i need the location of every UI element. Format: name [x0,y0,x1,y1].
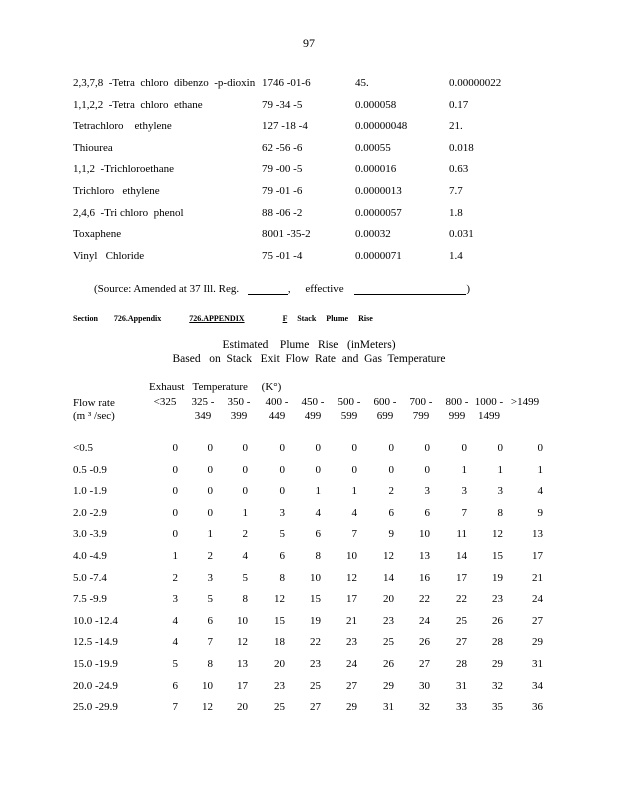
table-cell: 0 [172,485,178,498]
table-cell: 4 [351,506,357,519]
table-cell: 1 [497,463,503,476]
table-cell: 13 [237,658,248,670]
table-cell: 31 [532,658,543,670]
table-cell: 11 [456,528,467,541]
temp-header-top: 600 - [373,396,397,408]
table-cell: 27 [346,679,357,692]
table-cell: 15 [274,614,285,627]
table-cell: 0 [207,442,213,454]
temp-header-top: 1000 - [474,396,504,408]
table-cell: 6 [172,679,178,692]
table-cell: 15 [310,593,321,606]
exhaust-temperature-label: Exhaust Temperature (K°) [149,381,282,393]
temp-header-top: 450 - [301,396,325,408]
table-cell: 4 [537,485,543,498]
table-cell: 17 [346,593,357,606]
table-cell: 14 [383,571,394,584]
table-cell: 10 [310,571,321,584]
row-flow-rate: 2.0 -2.9 [73,506,107,519]
section-letter: F [282,314,288,323]
table-cell: 8 [497,506,503,519]
chemical-v2: 0.018 [449,141,474,154]
chemical-v2: 0.17 [449,98,469,111]
table-cell: 9 [388,528,394,541]
temp-header-top: 350 - [227,396,251,408]
temp-header-top: 500 - [337,396,361,408]
chemical-name: Tetrachloro ethylene [73,120,172,133]
table-cell: 5 [207,593,213,606]
table-cell: 21 [346,614,357,627]
table-cell: 13 [532,528,543,541]
table-cell: 12 [383,550,394,562]
table-cell: 19 [310,614,321,627]
table-cell: 0 [424,442,430,454]
table-cell: 0 [351,442,357,454]
table-cell: 28 [456,658,467,670]
table-cell: 34 [532,679,543,692]
temp-header-top: >1499 [510,396,540,408]
table-cell: 10 [237,614,248,627]
chemical-name: 1,1,2 -Trichloroethane [73,163,175,176]
table-cell: 23 [346,636,357,649]
temp-header-bottom: 399 [230,410,248,422]
table-cell: 2 [172,571,178,584]
chemical-v2: 1.4 [449,249,463,262]
table-cell: 25 [383,636,394,649]
table-cell: 0 [461,442,467,454]
chemical-name: 2,4,6 -Tri chloro phenol [73,206,184,219]
source-blank-1 [248,284,288,295]
table-cell: 10 [346,550,357,562]
table-cell: 24 [532,593,543,606]
row-flow-rate: 10.0 -12.4 [73,614,118,627]
source-effective: effective [305,283,344,295]
table-title-line-2: Based on Stack Exit Flow Rate and Gas Temperature [172,353,446,365]
chemical-v1: 0.00055 [355,141,391,154]
table-cell: 0 [207,506,213,519]
table-cell: 8 [315,550,321,562]
section-appendix-underlined: 726.APPENDIX [189,314,245,323]
table-cell: 29 [383,679,394,692]
chemical-cas: 88 -06 -2 [262,206,303,219]
chemical-v2: 0.63 [449,163,469,176]
chemical-cas: 79 -00 -5 [262,163,303,176]
chemical-cas: 79 -34 -5 [262,98,303,111]
flow-rate-units: (m ³ /sec) [73,410,115,422]
table-cell: 8 [279,571,285,584]
table-cell: 3 [279,506,285,519]
table-cell: 0 [537,442,543,454]
table-cell: 27 [532,614,543,627]
table-cell: 23 [492,593,503,606]
row-flow-rate: 4.0 -4.9 [73,550,107,562]
table-cell: 6 [315,528,321,541]
row-flow-rate: 0.5 -0.9 [73,463,107,476]
temp-header-bottom: 599 [340,410,358,422]
table-cell: 0 [497,442,503,454]
table-cell: 0 [279,485,285,498]
table-cell: 26 [419,636,430,649]
temp-header-top: 700 - [409,396,433,408]
table-cell: 13 [419,550,430,562]
table-cell: 20 [237,701,248,714]
table-cell: 19 [492,571,503,584]
chemical-v1: 0.000016 [355,163,397,176]
table-cell: 3 [172,593,178,606]
table-cell: 12 [274,593,285,606]
table-cell: 27 [419,658,430,670]
chemical-v1: 0.0000013 [355,185,402,197]
table-cell: 29 [532,636,543,649]
table-cell: 8 [207,658,213,670]
chemical-v2: 7.7 [449,185,463,197]
table-cell: 0 [242,442,248,454]
chemical-v1: 45. [355,77,369,89]
page-number: 97 [303,36,315,50]
table-cell: 23 [383,614,394,627]
chemical-v1: 0.0000057 [355,206,402,219]
table-cell: 24 [419,614,430,627]
table-cell: 6 [388,506,394,519]
table-cell: 3 [424,485,430,498]
source-blank-2 [354,284,466,295]
temp-header-bottom: 499 [304,410,322,422]
row-flow-rate: 15.0 -19.9 [73,658,118,670]
table-cell: 0 [315,463,321,476]
table-cell: 2 [207,550,213,562]
row-flow-rate: 12.5 -14.9 [73,636,118,649]
temp-header-bottom: 349 [194,410,212,422]
table-cell: 0 [172,528,178,541]
table-cell: 0 [172,506,178,519]
table-cell: 0 [279,463,285,476]
table-cell: 27 [456,636,467,649]
table-cell: 1 [242,506,248,519]
row-flow-rate: <0.5 [73,442,93,454]
chemical-v1: 0.00032 [355,228,391,241]
table-cell: 30 [419,679,430,692]
table-cell: 7 [351,528,357,541]
row-flow-rate: 25.0 -29.9 [73,701,118,714]
temp-header-bottom: 449 [268,410,286,422]
temp-header-bottom: 999 [448,410,466,422]
table-cell: 0 [242,485,248,498]
temp-header-bottom: 799 [412,410,430,422]
table-cell: 0 [424,463,430,476]
table-cell: 22 [419,593,430,606]
table-cell: 5 [172,658,178,670]
chemical-name: Vinyl Chloride [73,249,145,262]
table-cell: 17 [532,550,543,562]
table-cell: 16 [419,571,430,584]
table-cell: 4 [242,550,248,562]
temp-header-bottom: 699 [376,410,394,422]
table-cell: 1 [461,463,467,476]
chemical-cas: 62 -56 -6 [262,141,303,154]
section-heading [73,314,373,323]
table-cell: 1 [537,463,543,476]
table-cell: 6 [279,550,285,562]
table-cell: 12 [346,571,357,584]
table-cell: 17 [237,679,248,692]
table-cell: 32 [492,679,503,692]
table-cell: 26 [383,658,394,670]
flow-rate-label: Flow rate [73,397,115,409]
table-cell: 1 [351,485,357,498]
table-cell: 0 [242,463,248,476]
table-cell: 17 [456,571,467,584]
table-cell: 23 [310,658,321,670]
table-cell: 7 [461,506,467,519]
table-cell: 4 [172,614,178,627]
table-cell: 4 [315,506,321,519]
chemical-name: Toxaphene [73,228,122,241]
row-flow-rate: 5.0 -7.4 [73,571,107,584]
table-cell: 27 [310,701,321,714]
temp-header-top: 800 - [445,396,469,408]
row-flow-rate: 20.0 -24.9 [73,679,118,692]
table-cell: 0 [315,442,321,454]
table-cell: 32 [419,701,430,714]
source-prefix: (Source: Amended at 37 Ill. Reg. [94,283,240,295]
section-label: Section [73,314,98,323]
table-cell: 31 [456,679,467,692]
chemical-name: Thiourea [73,141,113,154]
table-cell: 1 [207,528,213,541]
table-cell: 22 [456,593,467,606]
table-cell: 6 [207,614,213,627]
table-cell: 3 [497,485,503,498]
row-flow-rate: 7.5 -9.9 [73,593,107,606]
table-cell: 5 [279,528,285,541]
row-flow-rate: 3.0 -3.9 [73,528,107,541]
temp-header-top: 400 - [265,396,289,408]
temp-header-top: 325 - [191,396,215,408]
table-cell: 31 [383,701,394,714]
chemical-name: 1,1,2,2 -Tetra chloro ethane [73,98,203,111]
table-cell: 12 [237,636,248,649]
table-cell: 4 [172,636,178,649]
chemical-cas: 127 -18 -4 [262,120,308,133]
table-cell: 0 [172,442,178,454]
table-cell: 0 [351,463,357,476]
table-cell: 0 [388,442,394,454]
table-cell: 0 [207,463,213,476]
table-cell: 35 [492,701,503,714]
table-cell: 5 [242,571,248,584]
table-cell: 1 [315,485,321,498]
table-cell: 2 [388,485,394,498]
table-cell: 1 [172,550,178,562]
chemical-v2: 1.8 [449,206,463,219]
chemical-v1: 0.000058 [355,98,397,111]
chemical-name: 2,3,7,8 -Tetra chloro dibenzo -p-dioxin [73,77,256,89]
chemical-cas: 1746 -01-6 [262,77,311,89]
source-close: ) [466,283,471,295]
table-cell: 12 [202,701,213,714]
chemical-cas: 79 -01 -6 [262,185,303,197]
table-cell: 21 [532,571,543,584]
temp-header-bottom: 1499 [478,410,500,422]
table-cell: 2 [242,528,248,541]
table-cell: 24 [346,658,357,670]
table-cell: 7 [207,636,213,649]
table-cell: 25 [310,679,321,692]
table-cell: 10 [419,528,430,541]
table-cell: 23 [274,679,285,692]
section-appendix: 726.Appendix [113,314,162,323]
table-cell: 8 [242,593,248,606]
table-cell: 25 [274,701,285,714]
chemical-cas: 8001 -35-2 [262,228,311,241]
table-cell: 9 [537,506,543,519]
table-cell: 10 [202,679,213,692]
source-comma: , [287,283,291,295]
table-title-line-1: Estimated Plume Rise (inMeters) [222,339,396,351]
table-cell: 20 [383,593,394,606]
table-cell: 22 [310,636,321,649]
table-cell: 0 [279,442,285,454]
table-cell: 6 [424,506,430,519]
table-cell: 20 [274,658,285,670]
chemical-name: Trichloro ethylene [73,185,160,197]
table-cell: 3 [461,485,467,498]
table-cell: 0 [388,463,394,476]
table-cell: 14 [456,550,467,562]
chemical-v1: 0.0000071 [355,249,402,262]
table-cell: 0 [172,463,178,476]
table-cell: 25 [456,614,467,627]
table-cell: 15 [492,550,503,562]
table-cell: 7 [172,701,178,714]
table-cell: 18 [274,636,285,649]
table-cell: 0 [207,485,213,498]
table-cell: 28 [492,636,503,649]
chemical-v2: 0.031 [449,228,474,241]
table-cell: 3 [207,571,213,584]
chemical-cas: 75 -01 -4 [262,249,303,262]
row-flow-rate: 1.0 -1.9 [73,485,107,498]
table-cell: 36 [532,701,543,714]
source-note [94,283,470,295]
chemical-v1: 0.00000048 [355,120,408,133]
temp-header-top: <325 [153,396,177,408]
chemical-v2: 21. [449,120,463,133]
table-cell: 33 [456,701,467,714]
table-cell: 12 [492,528,503,541]
table-cell: 29 [346,701,357,714]
section-rest: Stack Plume Rise [297,314,373,323]
table-cell: 29 [492,658,503,670]
chemical-v2: 0.00000022 [449,77,502,89]
table-cell: 26 [492,614,503,627]
